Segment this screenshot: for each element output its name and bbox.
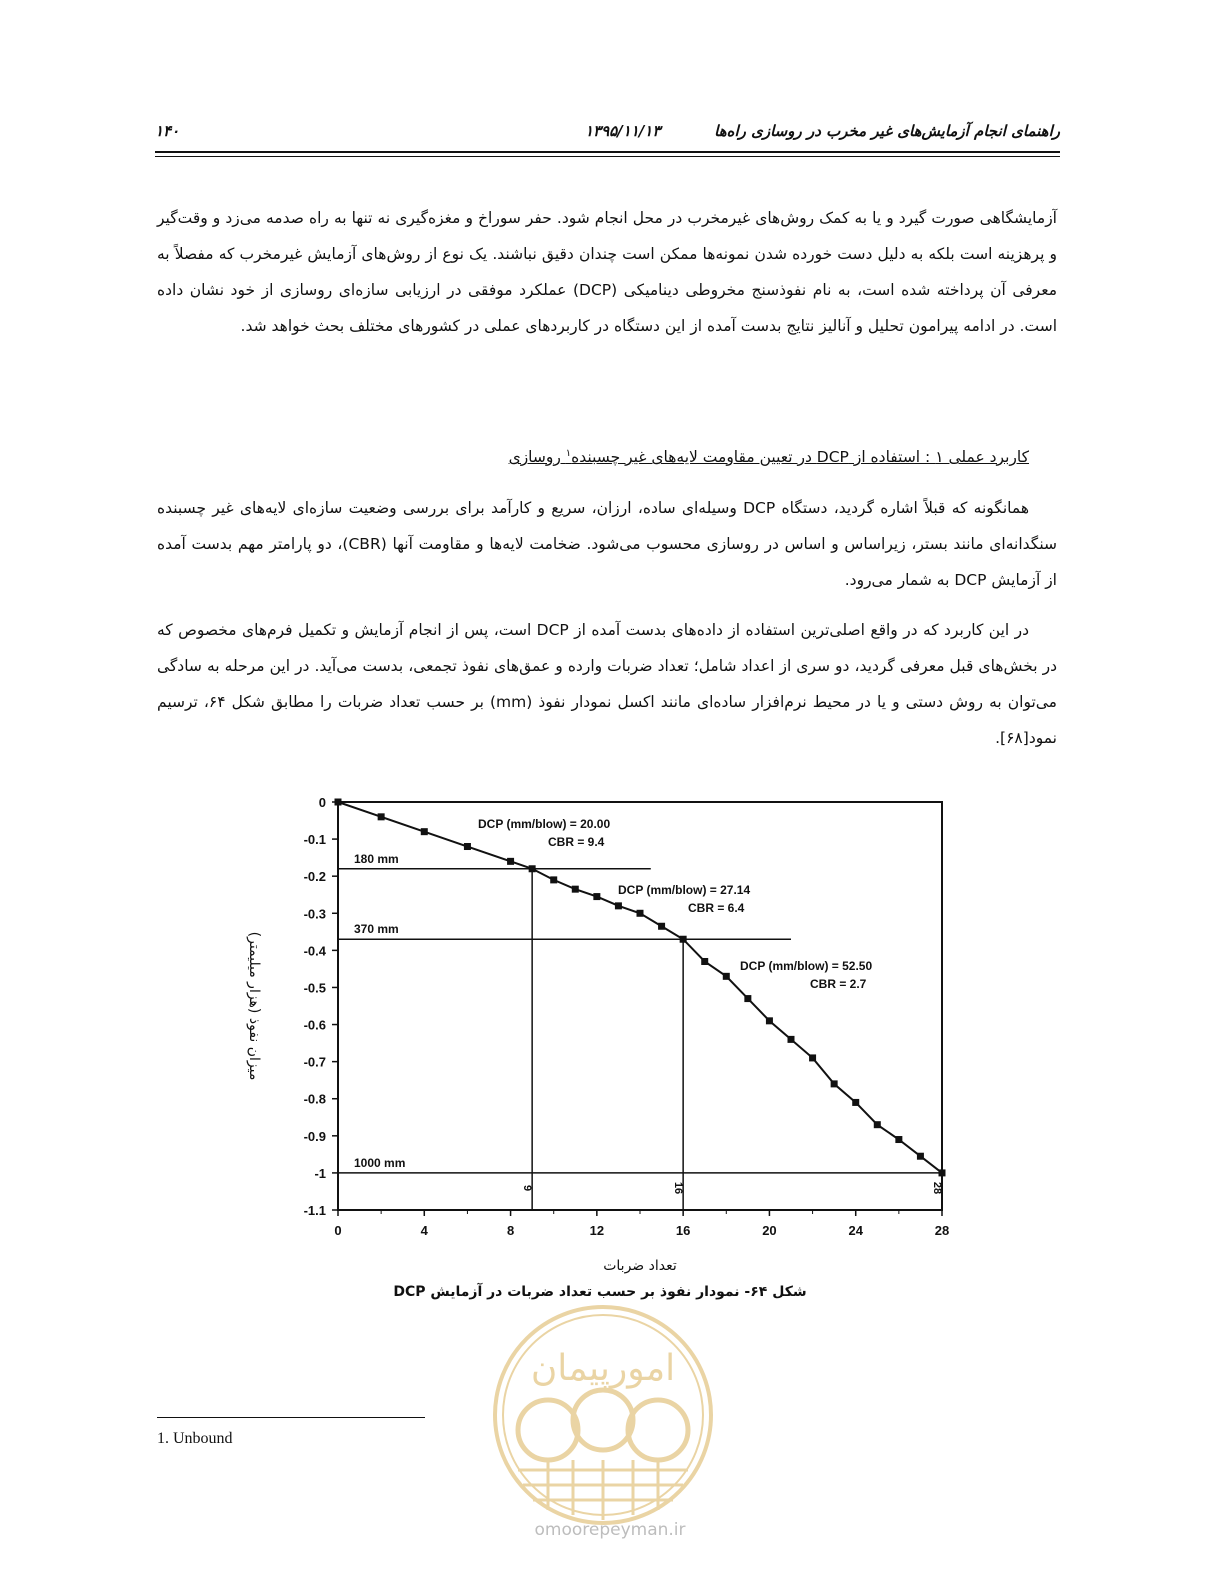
boundary-label: 1000 mm bbox=[354, 1155, 406, 1170]
data-point bbox=[464, 843, 471, 850]
paragraph-text: آزمایشگاهی صورت گیرد و یا به کمک روش‌های غیرمخرب در محل انجام شود. حفر سوراخ و مغزه‌گیری نه تنها به راه صدمه می‌زد و وقت‌گیر و پرهزینه است بلکه به دلیل دست خورده شدن نمونه‌ها ممکن است چندان دقیق نباشند. یک نوع از روش‌های آزمایش غیرمخرب که مفصلاً به معرفی آن پرداخته شده است، به نام نفوذسنج مخروطی دینامیکی (DCP) عملکرد موفقی در ارزیابی سازه‌ای روسازی از خود نشان داده است. در ادامه پیرامون تحلیل و آنالیز نتایج بدست آمده از این دستگاه در کاربردهای عملی در کشورهای مختلف بحث خواهد شد. bbox=[157, 209, 1057, 335]
data-point bbox=[529, 865, 536, 872]
data-point bbox=[939, 1169, 946, 1176]
y-axis-label: میزان نفوذ (هزار میلیمتر) bbox=[246, 931, 262, 1081]
y-tick-label: 0 bbox=[318, 795, 326, 810]
figure-caption: شکل ۶۴- نمودار نفوذ بر حسب تعداد ضربات در آزمایش DCP bbox=[393, 1284, 807, 1300]
x-tick-label: 8 bbox=[506, 1223, 515, 1238]
cbr-annotation: CBR = 2.7 bbox=[810, 977, 867, 991]
data-point bbox=[593, 893, 600, 900]
paragraph-dcp bbox=[157, 490, 1057, 598]
x-tick-label: 20 bbox=[762, 1223, 777, 1238]
page-header bbox=[155, 118, 1060, 148]
cbr-annotation: CBR = 6.4 bbox=[688, 901, 745, 915]
data-point bbox=[550, 876, 557, 883]
data-point bbox=[766, 1017, 773, 1024]
cbr-annotation: CBR = 9.4 bbox=[548, 835, 605, 849]
paragraph-application bbox=[157, 612, 1057, 756]
boundary-label: 370 mm bbox=[354, 922, 399, 937]
y-tick-label: -0.7 bbox=[303, 1054, 326, 1070]
x-tick-label: 24 bbox=[848, 1223, 863, 1238]
data-point bbox=[701, 958, 708, 965]
y-tick-label: -0.2 bbox=[303, 869, 326, 885]
data-point bbox=[680, 936, 687, 943]
data-point bbox=[809, 1054, 816, 1061]
y-tick-label: -0.1 bbox=[303, 832, 326, 848]
data-point bbox=[874, 1121, 881, 1128]
paragraph-intro bbox=[157, 200, 1057, 344]
data-point bbox=[788, 1036, 795, 1043]
footnote: 1. Unbound bbox=[157, 1430, 233, 1447]
data-point bbox=[335, 799, 342, 806]
x-tick-label: 0 bbox=[334, 1223, 342, 1238]
data-point bbox=[852, 1099, 859, 1106]
boundary-blow-label: 28 bbox=[931, 1181, 943, 1195]
page-number: ۱۴۰ bbox=[155, 122, 180, 140]
data-point bbox=[378, 813, 385, 820]
watermark-seal bbox=[488, 1300, 718, 1550]
data-point bbox=[917, 1153, 924, 1160]
data-point bbox=[615, 902, 622, 909]
boundary-blow-label: 16 bbox=[672, 1181, 685, 1195]
watermark-site: omoorepeyman.ir bbox=[534, 1520, 686, 1540]
data-point bbox=[421, 828, 428, 835]
section-heading bbox=[509, 448, 1029, 466]
data-point bbox=[744, 995, 751, 1002]
paragraph-text: در این کاربرد که در واقع اصلی‌ترین استفاده از داده‌های بدست آمده از DCP است، پس از انجام آزمایش و تکمیل فرم‌های مخصوص که در بخش‌های قبل معرفی گردید، دو سری از اعداد شامل؛ تعداد ضربات وارده و عمق‌های نفوذ تجمعی، بدست می‌آید. در این مرحله به سادگی می‌توان به روش دستی و یا در محیط نرم‌افزار ساده‌ای مانند اکسل نمودار نفوذ (mm) بر حسب تعداد ضربات را مطابق شکل ۶۴، ترسیم نمود[۶۸]. bbox=[157, 621, 1057, 747]
section-heading-tail: روسازی bbox=[508, 448, 566, 467]
y-tick-label: -0.9 bbox=[303, 1128, 326, 1144]
plot-frame bbox=[338, 802, 942, 1210]
header-title: راهنمای انجام آزمایش‌های غیر مخرب در روسازی راه‌ها bbox=[714, 122, 1060, 140]
watermark-logo-text: امورپیمان bbox=[530, 1348, 676, 1389]
x-axis-label: تعداد ضربات bbox=[603, 1258, 677, 1274]
y-tick-label: -0.4 bbox=[303, 943, 326, 959]
dcp-chart bbox=[220, 790, 990, 1290]
data-point bbox=[637, 910, 644, 917]
data-point bbox=[658, 923, 665, 930]
dcp-annotation: DCP (mm/blow) = 20.00 bbox=[478, 817, 611, 831]
dcp-annotation: DCP (mm/blow) = 27.14 bbox=[618, 883, 751, 897]
header-date: ۱۳۹۵/۱۱/۱۳ bbox=[585, 122, 661, 140]
y-tick-label: -1 bbox=[314, 1165, 326, 1181]
y-tick-label: -0.6 bbox=[303, 1017, 326, 1033]
x-tick-label: 28 bbox=[934, 1223, 950, 1238]
y-tick-label: -0.5 bbox=[303, 980, 326, 996]
x-tick-label: 16 bbox=[675, 1223, 691, 1238]
footnote-ref: ۱ bbox=[565, 448, 572, 459]
section-heading-text: کاربرد عملی ۱ : استفاده از DCP در تعیین مقاومت لایه‌های غیر چسبنده bbox=[571, 448, 1029, 467]
data-point bbox=[723, 973, 730, 980]
boundary-label: 180 mm bbox=[354, 851, 399, 866]
paragraph-text: همانگونه که قبلاً اشاره گردید، دستگاه DCP وسیله‌ای ساده، ارزان، سریع و کارآمد برای بررسی وضعیت سازه‌ای لایه‌های غیر چسبنده سنگدانه‌ای مانند بستر، زیراساس و اساس در روسازی محسوب می‌شود. ضخامت لایه‌ها و مقاومت آنها (CBR)، دو پارامتر مهم بدست آمده از آزمایش DCP به شمار می‌رود. bbox=[157, 499, 1057, 589]
data-point bbox=[831, 1080, 838, 1087]
data-point bbox=[507, 858, 514, 865]
x-tick-label: 12 bbox=[589, 1223, 605, 1238]
header-rule-thin bbox=[155, 156, 1060, 157]
y-tick-label: -1.1 bbox=[303, 1203, 326, 1218]
y-tick-label: -0.8 bbox=[303, 1091, 326, 1107]
boundary-blow-label: 9 bbox=[521, 1184, 534, 1192]
y-tick-label: -0.3 bbox=[303, 906, 326, 922]
header-rule bbox=[155, 151, 1060, 153]
data-point bbox=[572, 886, 579, 893]
footnote-rule bbox=[157, 1417, 425, 1418]
x-tick-label: 4 bbox=[420, 1223, 428, 1238]
dcp-annotation: DCP (mm/blow) = 52.50 bbox=[740, 959, 873, 973]
data-point bbox=[895, 1136, 902, 1143]
